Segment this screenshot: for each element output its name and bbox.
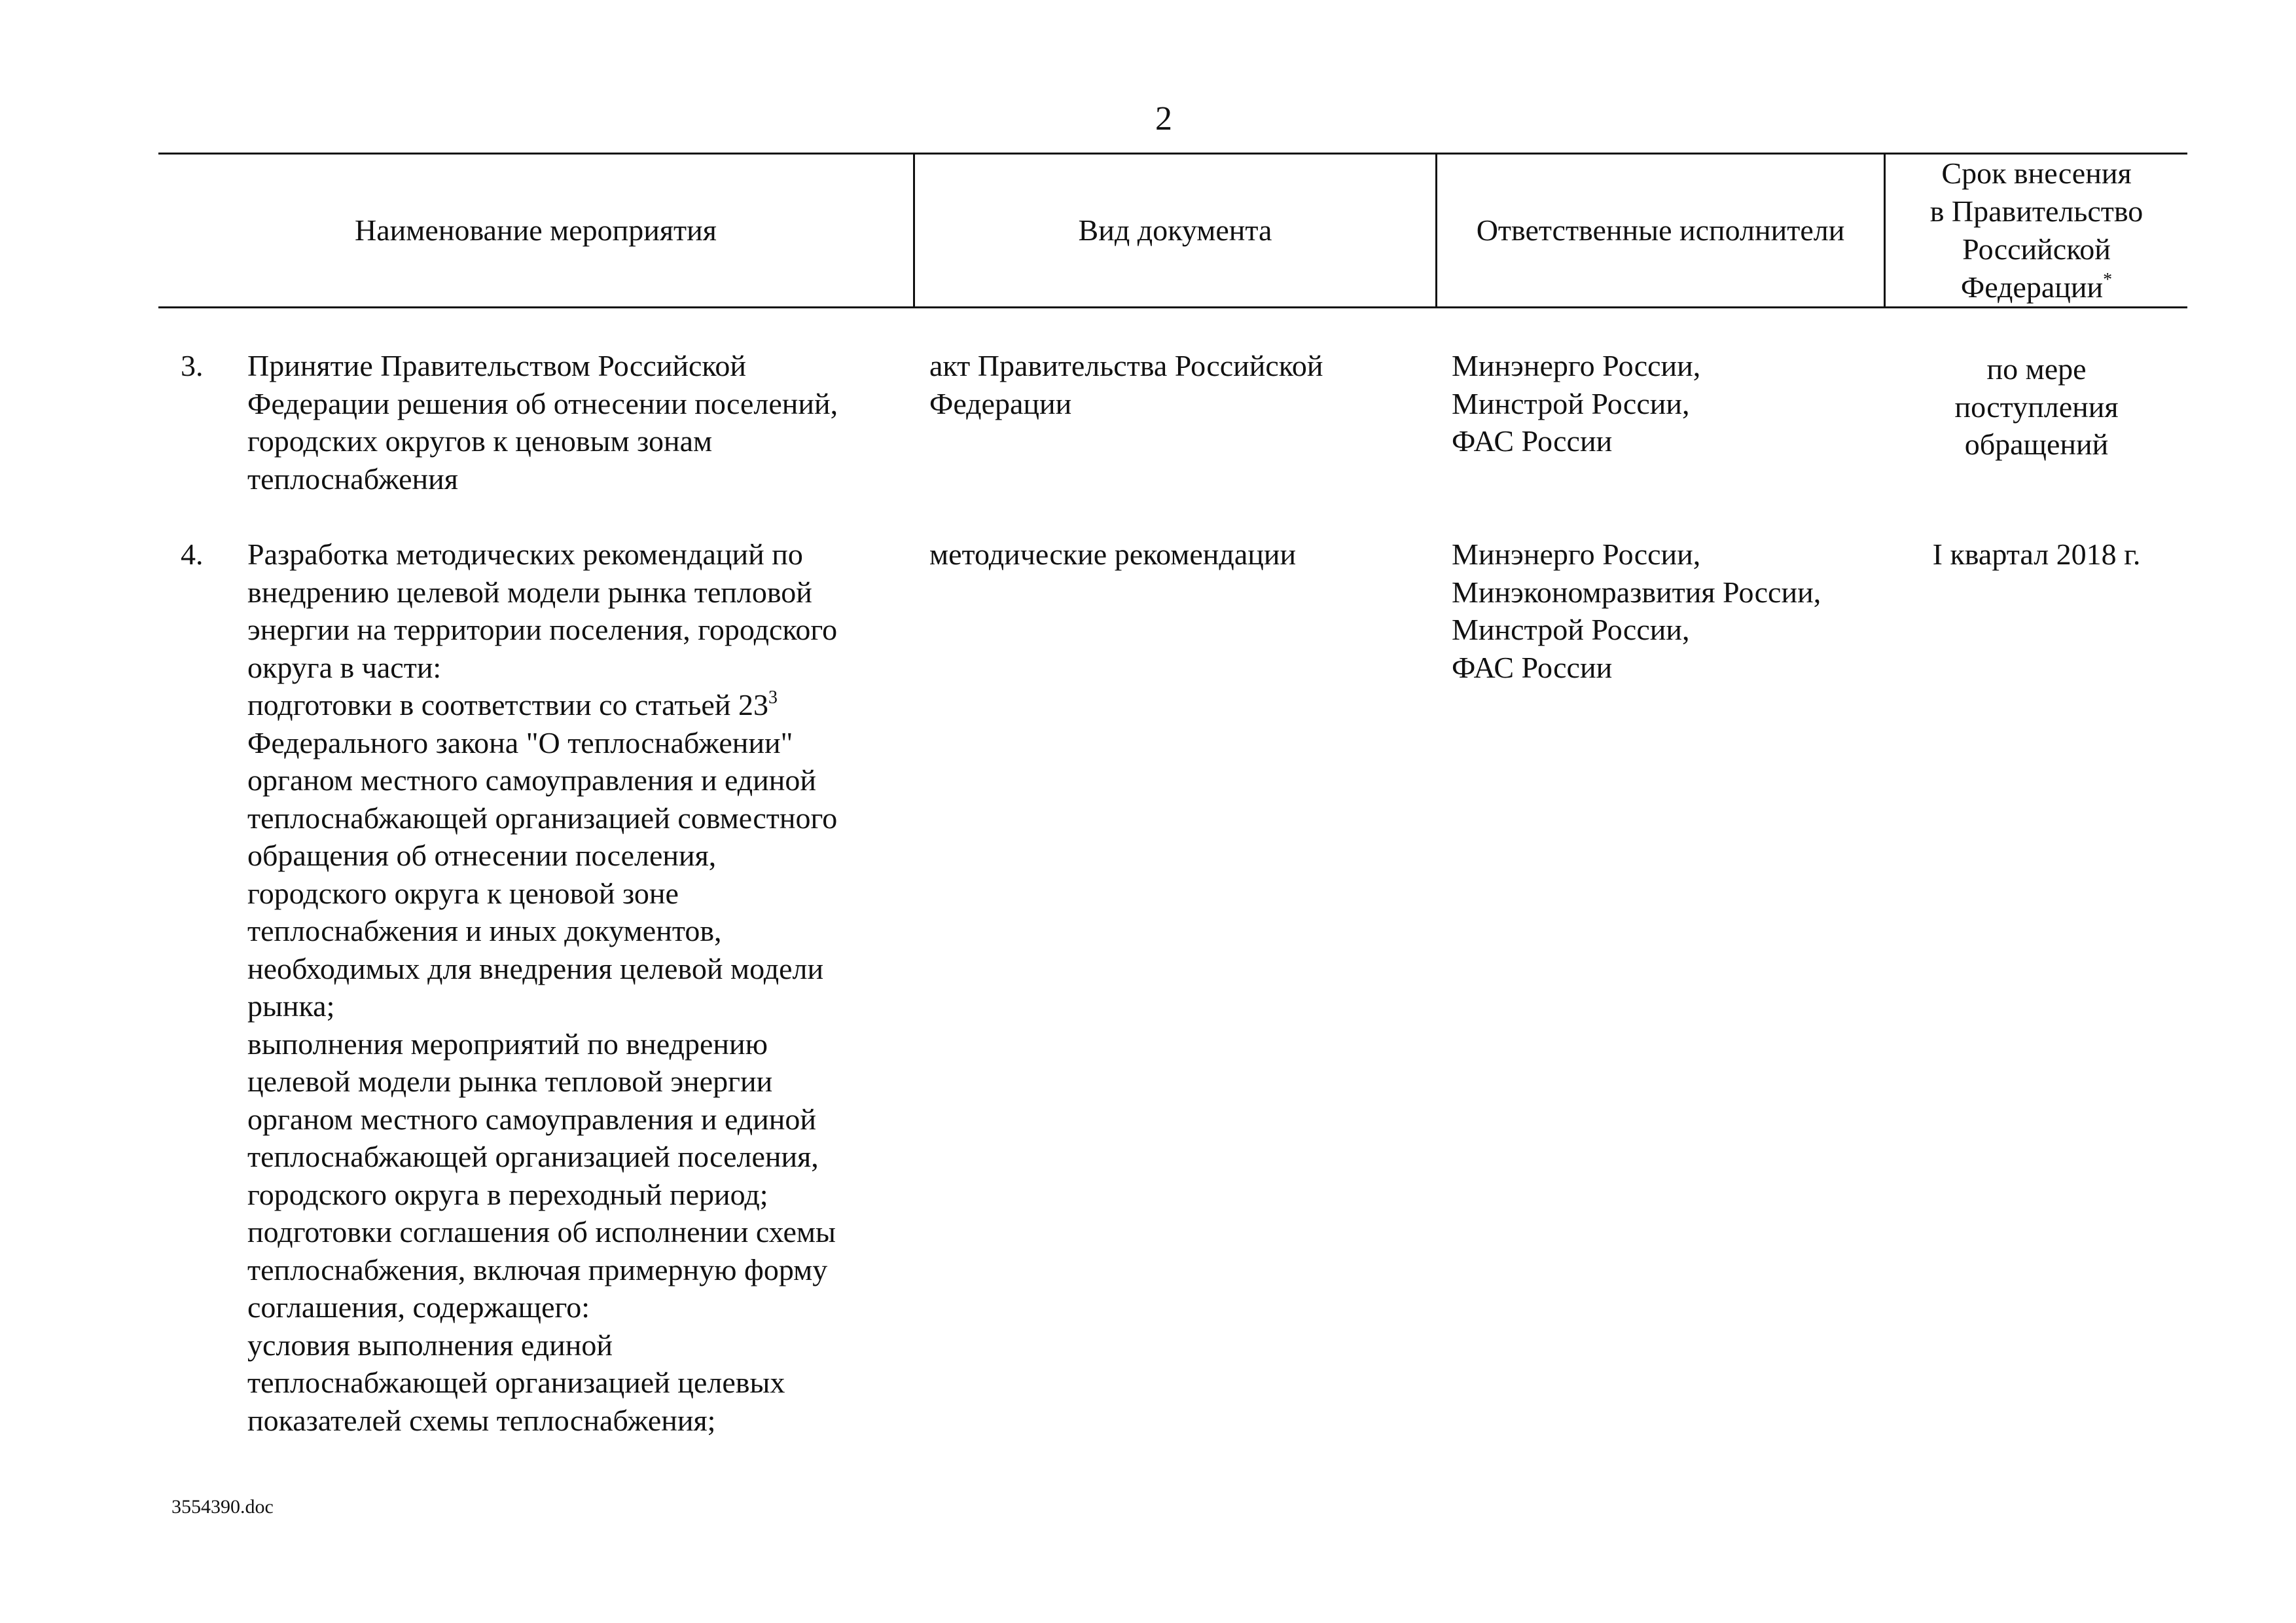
row-3-name: Принятие Правительством Российской Федерации решения об отнесении поселений, городских округов к ценовым зонам теплоснабжения [247, 349, 838, 496]
row-4-executors: Минэнерго России, Минэкономразвития России, Минстрой России, ФАС России [1452, 538, 1821, 684]
footnote-mark: * [2103, 270, 2113, 290]
header-deadline-line: в Правительство [1929, 194, 2144, 228]
header-deadline-line: Федерации* [1960, 270, 2113, 304]
article-superscript: 3 [768, 687, 778, 708]
row-3-deadline: по мере поступления обращений [1954, 352, 2119, 461]
header-deadline-line: Российской [1962, 232, 2111, 266]
footer-file-name: 3554390.doc [171, 1496, 274, 1518]
page-number: 2 [1155, 100, 1172, 137]
row-3-executors: Минэнерго России, Минстрой России, ФАС России [1452, 349, 1701, 458]
header-deadline-line: Срок внесения [1941, 156, 2132, 190]
header-deadline [1886, 155, 2187, 306]
table-header-bottom-rule [158, 306, 2187, 308]
row-4-deadline: I квартал 2018 г. [1932, 538, 2141, 571]
row-4-number: 4. [181, 538, 204, 571]
row-3-number: 3. [181, 349, 204, 382]
header-name: Наименование мероприятия [355, 213, 717, 247]
row-4-name: Разработка методических рекомендаций по внедрению целевой модели рынка тепловой энергии на территории поселения, городского округа в части: подготовки в соответствии со статьей $23^3$ Федерального закона "О теплоснабжении" органом местного самоуправления и единой теплоснабжающей организацией совместного обращения об отнесении поселения, городского округа к ценовой зоне теплоснабжения и иных документов, необходимых для внедрения целевой модели рынка; выполнения мероприятий по внедрению целевой модели рынка тепловой энергии органом местного самоуправления и единой теплоснабжающей организацией поселения, городского округа в переходный период; подготовки соглашения об исполнении схемы теплоснабжения, включая примерную форму соглашения, содержащего: условия выполнения единой теплоснабжающей организацией целевых показателей схемы теплоснабжения; [247, 538, 838, 1437]
header-doc-type: Вид документа [1078, 213, 1272, 247]
row-4-doc-type: методические рекомендации [929, 538, 1297, 571]
header-executors: Ответственные исполнители [1476, 213, 1845, 247]
row-3-doc-type: акт Правительства Российской Федерации [929, 349, 1323, 420]
